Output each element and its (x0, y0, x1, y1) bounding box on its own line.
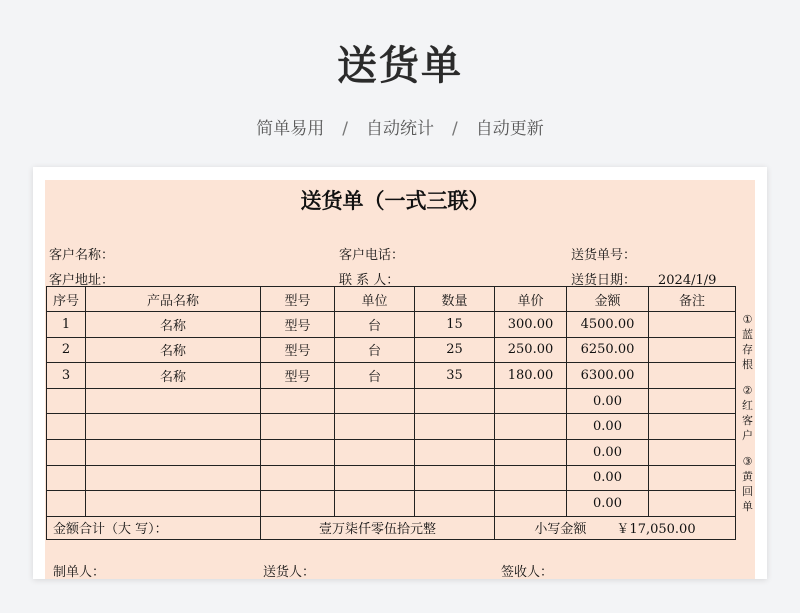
total-small (495, 516, 736, 539)
cell-no: 2 (47, 337, 86, 363)
delivery-note-sheet (45, 180, 755, 579)
cell-amount: 4500.00 (567, 312, 649, 338)
cell-name: 名称 (86, 363, 261, 389)
cell-model (261, 414, 335, 440)
cell-qty: 25 (415, 337, 495, 363)
delivery-date-label: 送货日期： (571, 273, 637, 288)
deliverer-label: 送货人： (263, 565, 316, 579)
cell-price: 250.00 (495, 337, 567, 363)
cell-model: 型号 (261, 337, 335, 363)
tagline (0, 114, 800, 139)
cell-unit (335, 465, 415, 491)
cell-no (47, 491, 86, 517)
cell-note (649, 465, 736, 491)
total-small-value: ￥17,050.00 (616, 522, 696, 538)
column-header: 单价 (495, 287, 567, 312)
cell-name (86, 388, 261, 414)
cell-amount: 0.00 (567, 491, 649, 517)
cell-amount: 0.00 (567, 388, 649, 414)
table-row (47, 388, 736, 414)
delivery-no-label: 送货单号： (571, 248, 637, 263)
cell-amount: 6250.00 (567, 337, 649, 363)
cell-price (495, 491, 567, 517)
goods-table (46, 286, 736, 540)
tagline-separator: / (342, 119, 348, 139)
cell-name: 名称 (86, 337, 261, 363)
cell-amount: 0.00 (567, 439, 649, 465)
cell-model (261, 465, 335, 491)
delivery-date-value: 2024/1/9 (658, 273, 717, 288)
copy-note-customer: ② 红 客 户 (742, 384, 753, 442)
cell-qty: 35 (415, 363, 495, 389)
cell-no (47, 439, 86, 465)
column-header: 金额 (567, 287, 649, 312)
table-row (47, 491, 736, 517)
cell-name (86, 414, 261, 440)
tagline-item: 简单易用 (256, 119, 325, 139)
column-header: 备注 (649, 287, 736, 312)
cell-qty (415, 491, 495, 517)
cell-price (495, 465, 567, 491)
cell-unit: 台 (335, 312, 415, 338)
cell-note (649, 337, 736, 363)
cell-unit (335, 491, 415, 517)
total-uppercase: 壹万柒仟零伍拾元整 (261, 516, 495, 539)
table-row (47, 414, 736, 440)
cell-price: 300.00 (495, 312, 567, 338)
cell-unit (335, 439, 415, 465)
total-label: 金额合计（大 写）： (47, 516, 261, 539)
cell-note (649, 363, 736, 389)
page-title: 送货单 (337, 43, 463, 89)
cell-qty (415, 388, 495, 414)
cell-name (86, 491, 261, 517)
column-header: 产品名称 (86, 287, 261, 312)
cell-name (86, 465, 261, 491)
cell-no (47, 388, 86, 414)
cell-price (495, 439, 567, 465)
cell-model (261, 491, 335, 517)
cell-note (649, 312, 736, 338)
tagline-item: 自动更新 (475, 119, 544, 139)
customer-phone-label: 客户电话： (339, 248, 405, 263)
cell-model (261, 439, 335, 465)
copy-note-stub: ① 蓝 存 根 (742, 313, 753, 371)
table-row (47, 465, 736, 491)
cell-unit: 台 (335, 363, 415, 389)
cell-qty (415, 465, 495, 491)
maker-label: 制单人： (53, 565, 106, 579)
table-row (47, 312, 736, 338)
cell-note (649, 491, 736, 517)
sheet-title: 送货单（一式三联） (300, 188, 490, 213)
cell-name: 名称 (86, 312, 261, 338)
column-header: 序号 (47, 287, 86, 312)
cell-unit (335, 414, 415, 440)
total-small-label: 小写金额 (534, 522, 587, 538)
cell-no (47, 414, 86, 440)
copy-note-receipt: ③ 黄 回 单 (742, 455, 753, 513)
cell-amount: 0.00 (567, 414, 649, 440)
customer-address-label: 客户地址： (49, 273, 115, 288)
cell-qty (415, 414, 495, 440)
table-row (47, 337, 736, 363)
receiver-label: 签收人： (501, 565, 554, 579)
tagline-separator: / (452, 119, 458, 139)
cell-no (47, 465, 86, 491)
table-header-row (47, 287, 736, 312)
tagline-item: 自动统计 (366, 119, 434, 139)
cell-model (261, 388, 335, 414)
cell-model: 型号 (261, 363, 335, 389)
cell-unit: 台 (335, 337, 415, 363)
cell-note (649, 439, 736, 465)
cell-qty: 15 (415, 312, 495, 338)
preview-card (33, 167, 767, 579)
column-header: 单位 (335, 287, 415, 312)
cell-note (649, 414, 736, 440)
cell-qty (415, 439, 495, 465)
contact-label: 联 系 人： (339, 273, 400, 288)
cell-no: 3 (47, 363, 86, 389)
table-row (47, 439, 736, 465)
cell-note (649, 388, 736, 414)
total-row (47, 516, 736, 539)
cell-model: 型号 (261, 312, 335, 338)
cell-amount: 6300.00 (567, 363, 649, 389)
cell-name (86, 439, 261, 465)
column-header: 数量 (415, 287, 495, 312)
cell-price: 180.00 (495, 363, 567, 389)
cell-price (495, 414, 567, 440)
table-row (47, 363, 736, 389)
cell-unit (335, 388, 415, 414)
cell-no: 1 (47, 312, 86, 338)
customer-name-label: 客户名称： (49, 248, 115, 263)
column-header: 型号 (261, 287, 335, 312)
cell-amount: 0.00 (567, 465, 649, 491)
cell-price (495, 388, 567, 414)
